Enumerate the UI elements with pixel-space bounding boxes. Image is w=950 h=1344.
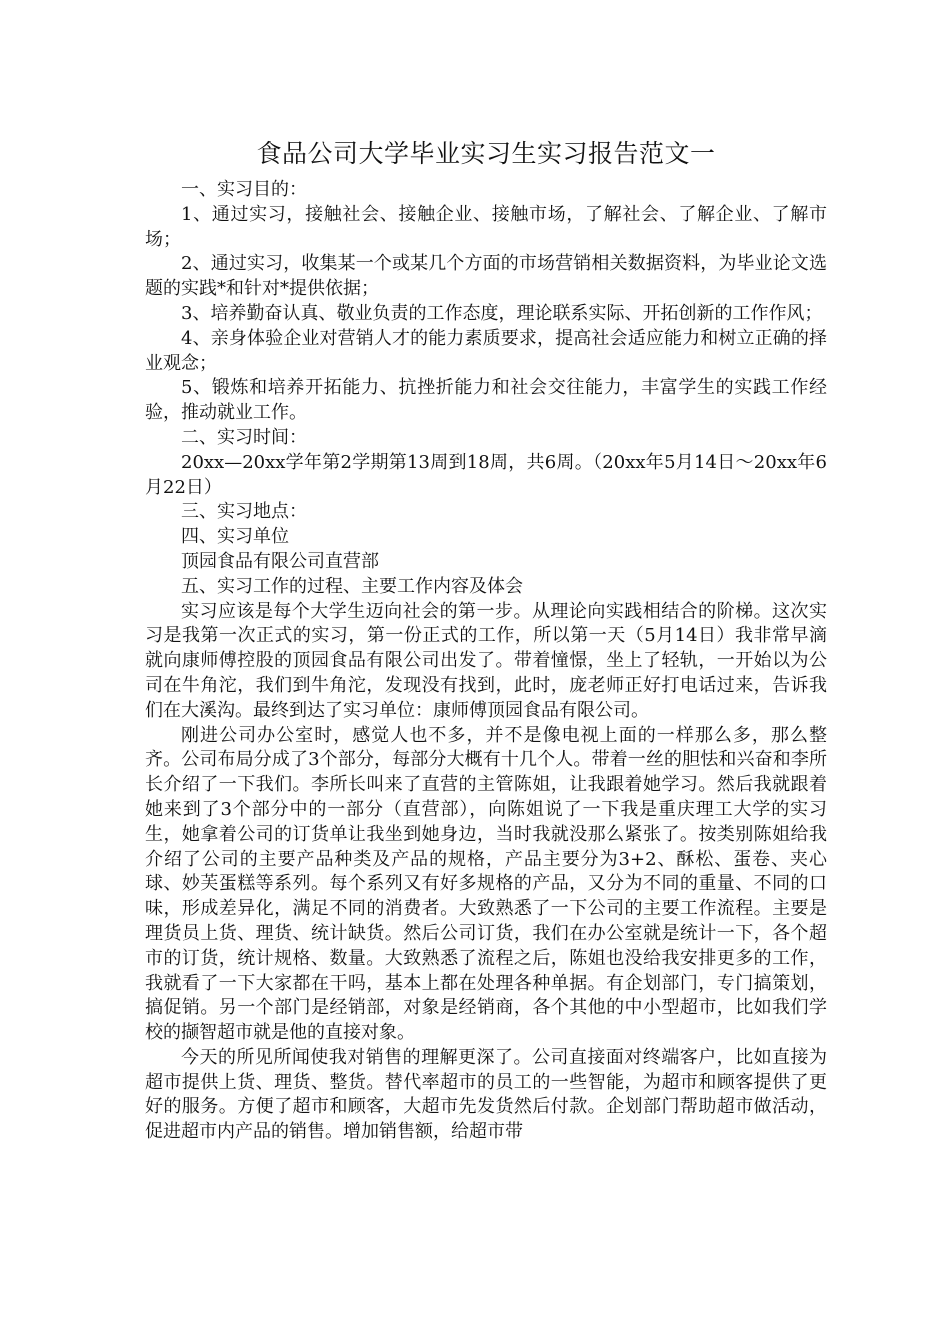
time-detail: 20xx—20xx学年第2学期第13周到18周，共6周。（20xx年5月14日～20xx年6月22日） [145, 451, 827, 498]
body-paragraph: 实习应该是每个大学生迈向社会的第一步。从理论向实践相结合的阶梯。这次实习是我第一次正式的实习，第一份正式的工作，所以第一天（5月14日）我非常早滴就向康师傅控股的顶园食品有限公司出发了。带着憧憬，坐上了轻轨，一开始以为公司在牛角沱，我们到牛角沱，发现没有找到，此时，庞老师正好打电话过来，告诉我们在大溪沟。最终到达了实习单位：康师傅顶园食品有限公司。 [145, 600, 827, 721]
body-paragraph: 今天的所见所闻使我对销售的理解更深了。公司直接面对终端客户，比如直接为超市提供上货、理货、整货。替代率超市的员工的一些智能，为超市和顾客提供了更好的服务。方便了超市和顾客，大超市先发货然后付款。企划部门帮助超市做活动，促进超市内产品的销售。增加销售额，给超市带 [145, 1046, 827, 1143]
purpose-item-2: 2、通过实习，收集某一个或某几个方面的市场营销相关数据资料，为毕业论文选题的实践*和针对*提供依据； [145, 253, 827, 300]
unit-name: 顶园食品有限公司直营部 [181, 550, 379, 572]
purpose-item-4: 4、亲身体验企业对营销人才的能力素质要求，提高社会适应能力和树立正确的择业观念； [145, 327, 827, 374]
section-heading-process: 五、实习工作的过程、主要工作内容及体会 [181, 575, 523, 597]
purpose-item-1: 1、通过实习，接触社会、接触企业、接触市场，了解社会、了解企业、了解市场； [145, 203, 827, 250]
body-paragraph: 刚进公司办公室时，感觉人也不多，并不是像电视上面的一样那么多，那么整齐。公司布局分成了3个部分，每部分大概有十几个人。带着一丝的胆怯和兴奋和李所长介绍了一下我们。李所长叫来了直营的主管陈姐，让我跟着她学习。然后我就跟着她来到了3个部分中的一部分（直营部），向陈姐说了一下我是重庆理工大学的实习生，她拿着公司的订货单让我坐到她身边，当时我就没那么紧张了。按类别陈姐给我介绍了公司的主要产品种类及产品的规格，产品主要分为3+2、酥松、蛋卷、夹心球、妙芙蛋糕等系列。每个系列又有好多规格的产品，又分为不同的重量、不同的口味，形成差异化，满足不同的消费者。大致熟悉了一下公司的主要工作流程。主要是理货员上货、理货、统计缺货。然后公司订货，我们在办公室就是统计一下，各个超市的订货，统计规格、数量。大致熟悉了流程之后，陈姐也没给我安排更多的工作，我就看了一下大家都在干吗，基本上都在处理各种单据。有企划部门，专门搞策划，搞促销。另一个部门是经销部，对象是经销商，各个其他的中小型超市，比如我们学校的撷智超市就是他的直接对象。 [145, 724, 827, 1044]
purpose-item-3: 3、培养勤奋认真、敬业负责的工作态度，理论联系实际、开拓创新的工作作风； [181, 302, 823, 324]
document-title: 食品公司大学毕业实习生实习报告范文一 [256, 139, 716, 168]
section-heading-time: 二、实习时间： [181, 426, 307, 448]
document-body [145, 178, 827, 1145]
section-heading-location: 三、实习地点： [181, 501, 307, 523]
purpose-item-5: 5、锻炼和培养开拓能力、抗挫折能力和社会交往能力，丰富学生的实践工作经验，推动就业工作。 [145, 377, 827, 424]
document-page [145, 132, 827, 1145]
section-heading-purpose: 一、实习目的： [181, 179, 307, 200]
section-heading-unit: 四、实习单位 [181, 526, 289, 548]
